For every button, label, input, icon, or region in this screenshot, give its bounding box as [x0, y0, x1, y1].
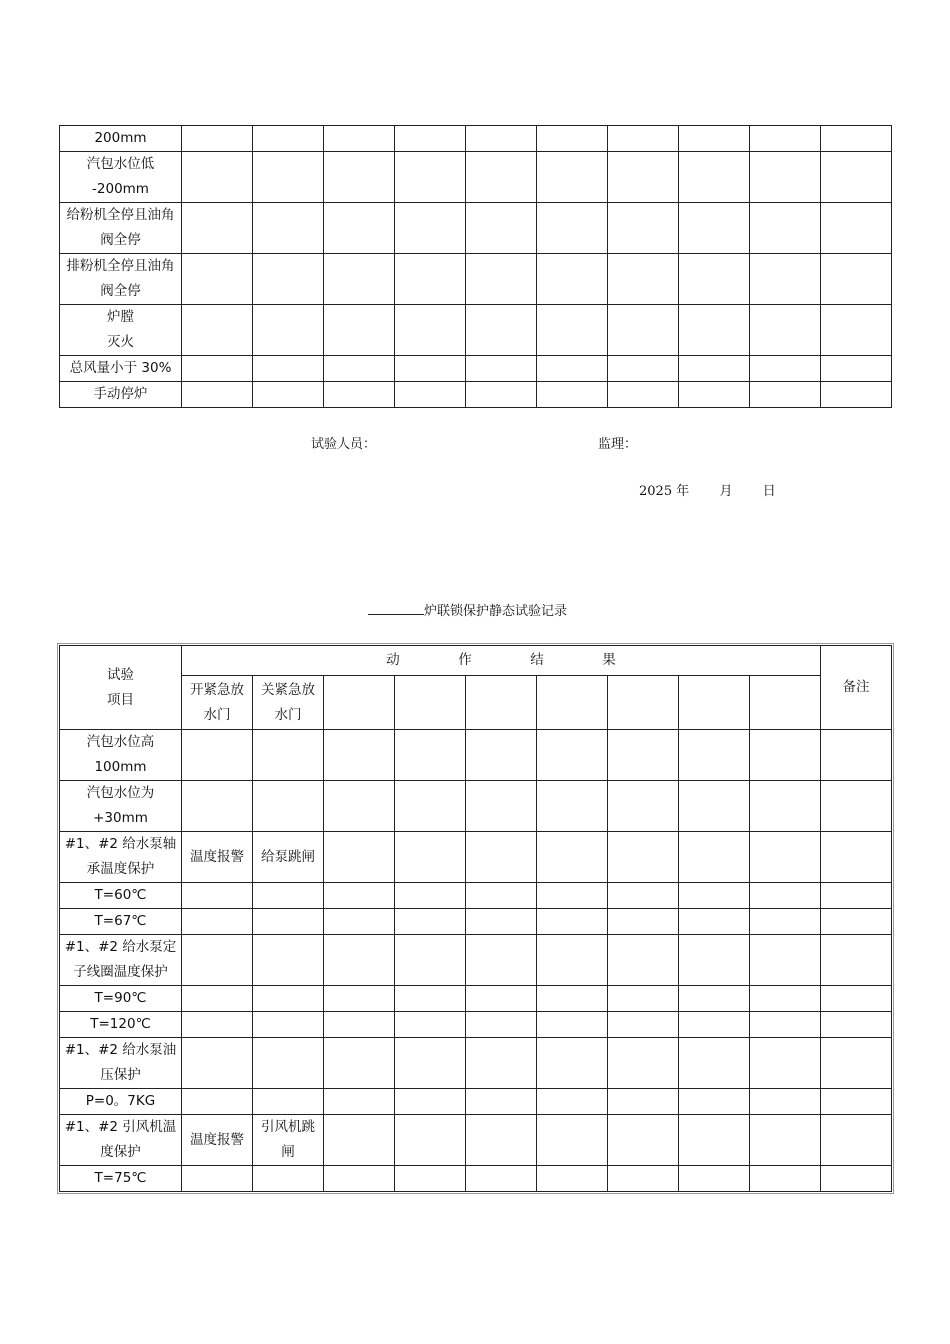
result-cell [537, 781, 608, 832]
result-cell [466, 305, 537, 356]
remarks-cell [821, 730, 892, 781]
result-cell [253, 356, 324, 382]
test-item-cell: #1、#2 给水泵轴 承温度保护 [60, 832, 182, 883]
result-cell [608, 356, 679, 382]
result-cell [466, 781, 537, 832]
test-item-cell: 汽包水位低 -200mm [60, 152, 182, 203]
result-cell [324, 986, 395, 1012]
result-cell [679, 1038, 750, 1089]
result-cell [750, 1166, 821, 1192]
tester-label: 试验人员： [311, 437, 377, 452]
result-cell [679, 1089, 750, 1115]
date-month: 月 [719, 484, 733, 499]
result-cell [608, 382, 679, 408]
remarks-cell [821, 781, 892, 832]
result-cell [750, 883, 821, 909]
result-cell [253, 305, 324, 356]
result-cell [679, 1115, 750, 1166]
result-cell [821, 305, 892, 356]
result-cell [679, 126, 750, 152]
result-cell [537, 730, 608, 781]
date-year: 2025 年 [639, 484, 690, 499]
result-cell [395, 356, 466, 382]
test-item-cell: 炉膛 灭火 [60, 305, 182, 356]
result-cell [537, 1038, 608, 1089]
result-cell [182, 1166, 253, 1192]
test-item-cell: #1、#2 给水泵定 子线圈温度保护 [60, 935, 182, 986]
result-cell [608, 730, 679, 781]
result-cell [182, 730, 253, 781]
result-cell [466, 1089, 537, 1115]
result-cell [182, 909, 253, 935]
remarks-cell [821, 883, 892, 909]
subheader-empty [750, 676, 821, 730]
subheader-open-drain: 开紧急放 水门 [182, 676, 253, 730]
result-cell [537, 832, 608, 883]
result-cell [537, 1012, 608, 1038]
table-row [60, 986, 892, 1012]
result-cell [537, 254, 608, 305]
result-cell [466, 1166, 537, 1192]
result-cell [182, 126, 253, 152]
result-cell [608, 986, 679, 1012]
table-row [60, 1166, 892, 1192]
result-cell: 引风机跳 闸 [253, 1115, 324, 1166]
result-cell [679, 1012, 750, 1038]
remarks-cell [821, 832, 892, 883]
result-cell [324, 781, 395, 832]
result-cell [182, 1038, 253, 1089]
result-cell [324, 1115, 395, 1166]
result-cell [537, 152, 608, 203]
result-cell [608, 1012, 679, 1038]
result-cell [537, 883, 608, 909]
test-item-cell: T=120℃ [60, 1012, 182, 1038]
result-cell [395, 203, 466, 254]
result-cell [608, 909, 679, 935]
table-row [60, 356, 892, 382]
result-cell [608, 126, 679, 152]
result-cell [750, 832, 821, 883]
result-cell [750, 382, 821, 408]
remarks-cell [821, 1115, 892, 1166]
record-title [368, 600, 567, 619]
result-cell [750, 305, 821, 356]
subheader-empty [395, 676, 466, 730]
result-cell [679, 883, 750, 909]
subheader-close-drain: 关紧急放 水门 [253, 676, 324, 730]
static-test-record-table [59, 645, 892, 1192]
result-cell: 温度报警 [182, 832, 253, 883]
result-cell [182, 254, 253, 305]
result-cell [466, 935, 537, 986]
table-row [60, 832, 892, 883]
result-cell [395, 986, 466, 1012]
result-cell [466, 1115, 537, 1166]
remarks-header: 备注 [821, 646, 892, 730]
result-cell [253, 935, 324, 986]
result-cell [608, 935, 679, 986]
result-cell [466, 203, 537, 254]
table-row [60, 254, 892, 305]
result-cell [608, 832, 679, 883]
result-cell [821, 126, 892, 152]
result-cell [750, 126, 821, 152]
test-item-cell: 汽包水位高 100mm [60, 730, 182, 781]
result-cell [537, 203, 608, 254]
result-cell [750, 781, 821, 832]
result-cell [537, 126, 608, 152]
result-cell [537, 1166, 608, 1192]
result-cell [679, 781, 750, 832]
result-cell [395, 152, 466, 203]
result-cell [253, 1166, 324, 1192]
result-cell [324, 254, 395, 305]
result-cell [679, 935, 750, 986]
result-cell [395, 909, 466, 935]
result-cell [821, 203, 892, 254]
table-row [60, 1012, 892, 1038]
result-cell [608, 254, 679, 305]
result-cell [750, 1038, 821, 1089]
subheader-empty [466, 676, 537, 730]
result-cell [324, 909, 395, 935]
record-title-text: 炉联锁保护静态试验记录 [424, 604, 568, 619]
result-cell [182, 781, 253, 832]
result-cell [679, 152, 750, 203]
remarks-cell [821, 1089, 892, 1115]
result-cell [679, 730, 750, 781]
result-cell [324, 356, 395, 382]
result-cell [395, 126, 466, 152]
table-row [60, 152, 892, 203]
result-cell [324, 1012, 395, 1038]
table-row [60, 1115, 892, 1166]
test-item-cell: 200mm [60, 126, 182, 152]
result-cell [608, 203, 679, 254]
result-cell [466, 254, 537, 305]
result-cell [182, 382, 253, 408]
date-day: 日 [762, 484, 776, 499]
result-cell [750, 356, 821, 382]
table-row [60, 935, 892, 986]
result-cell [324, 1166, 395, 1192]
result-cell [324, 935, 395, 986]
result-cell [253, 382, 324, 408]
result-cell [253, 1038, 324, 1089]
result-cell [466, 1038, 537, 1089]
table-row [60, 1089, 892, 1115]
result-cell [750, 730, 821, 781]
table-row [60, 909, 892, 935]
result-cell [253, 1012, 324, 1038]
result-cell [608, 152, 679, 203]
result-cell [395, 1012, 466, 1038]
result-cell [324, 126, 395, 152]
result-cell [253, 1089, 324, 1115]
result-cell [395, 1115, 466, 1166]
result-cell: 温度报警 [182, 1115, 253, 1166]
result-cell [466, 356, 537, 382]
table-row [60, 883, 892, 909]
result-cell [608, 1038, 679, 1089]
result-cell [608, 883, 679, 909]
result-cell [395, 935, 466, 986]
result-cell [537, 382, 608, 408]
result-cell [253, 152, 324, 203]
result-cell [253, 986, 324, 1012]
title-blank-line [368, 602, 424, 615]
supervisor-label: 监理： [598, 437, 638, 452]
result-cell [466, 909, 537, 935]
table1-body [60, 126, 892, 408]
result-cell [395, 305, 466, 356]
result-cell [679, 832, 750, 883]
result-cell [253, 730, 324, 781]
subheader-empty [324, 676, 395, 730]
result-cell [679, 203, 750, 254]
result-cell [537, 305, 608, 356]
result-cell [679, 382, 750, 408]
result-cell [395, 1166, 466, 1192]
result-cell [182, 356, 253, 382]
result-cell [608, 305, 679, 356]
result-cell: 给泵跳闸 [253, 832, 324, 883]
result-cell [821, 254, 892, 305]
test-item-cell: T=75℃ [60, 1166, 182, 1192]
result-cell [750, 1115, 821, 1166]
test-item-cell: 给粉机全停且油角 阀全停 [60, 203, 182, 254]
result-cell [537, 986, 608, 1012]
result-cell [466, 832, 537, 883]
test-item-cell: 汽包水位为 +30mm [60, 781, 182, 832]
test-item-cell: 手动停炉 [60, 382, 182, 408]
table-row [60, 305, 892, 356]
result-cell [608, 1089, 679, 1115]
result-cell [750, 254, 821, 305]
result-cell [182, 935, 253, 986]
result-cell [679, 909, 750, 935]
result-cell [608, 1166, 679, 1192]
result-cell [395, 883, 466, 909]
result-cell [324, 1089, 395, 1115]
result-cell [253, 126, 324, 152]
remarks-cell [821, 935, 892, 986]
result-cell [821, 382, 892, 408]
result-cell [324, 382, 395, 408]
result-cell [395, 382, 466, 408]
result-cell [679, 305, 750, 356]
result-cell [466, 126, 537, 152]
result-cell [750, 1089, 821, 1115]
test-item-cell: T=67℃ [60, 909, 182, 935]
result-cell [537, 1089, 608, 1115]
result-cell [182, 1089, 253, 1115]
result-cell [253, 203, 324, 254]
subheader-empty [679, 676, 750, 730]
result-cell [608, 781, 679, 832]
result-cell [537, 935, 608, 986]
result-cell [537, 1115, 608, 1166]
result-cell [324, 203, 395, 254]
item-header: 试验 项目 [60, 646, 182, 730]
result-cell [324, 883, 395, 909]
result-cell [679, 986, 750, 1012]
result-cell [324, 1038, 395, 1089]
remarks-cell [821, 1166, 892, 1192]
result-cell [466, 1012, 537, 1038]
result-cell [395, 781, 466, 832]
result-cell [182, 1012, 253, 1038]
result-cell [679, 356, 750, 382]
result-cell [395, 254, 466, 305]
result-cell [537, 356, 608, 382]
result-cell [253, 883, 324, 909]
table-row [60, 203, 892, 254]
table-row [60, 1038, 892, 1089]
test-item-cell: 总风量小于 30% [60, 356, 182, 382]
result-cell [466, 382, 537, 408]
result-cell [679, 1166, 750, 1192]
test-item-cell: T=60℃ [60, 883, 182, 909]
result-cell [750, 152, 821, 203]
table-row [60, 781, 892, 832]
result-cell [182, 305, 253, 356]
interlock-table-continued [59, 125, 892, 408]
result-cell [395, 832, 466, 883]
result-cell [324, 832, 395, 883]
result-cell [324, 730, 395, 781]
result-cell [182, 883, 253, 909]
date-line [639, 480, 776, 499]
subheader-empty [608, 676, 679, 730]
result-cell [679, 254, 750, 305]
remarks-cell [821, 986, 892, 1012]
test-item-cell: 排粉机全停且油角 阀全停 [60, 254, 182, 305]
result-cell [395, 1038, 466, 1089]
remarks-cell [821, 1038, 892, 1089]
results-header: 动 作 结 果 [182, 646, 821, 676]
result-cell [182, 986, 253, 1012]
result-cell [466, 152, 537, 203]
result-cell [253, 781, 324, 832]
table2-body [60, 730, 892, 1192]
result-cell [750, 203, 821, 254]
result-cell [821, 356, 892, 382]
result-cell [608, 1115, 679, 1166]
result-cell [324, 305, 395, 356]
result-cell [537, 909, 608, 935]
result-cell [182, 203, 253, 254]
subheader-empty [537, 676, 608, 730]
remarks-cell [821, 909, 892, 935]
result-cell [750, 935, 821, 986]
result-cell [253, 909, 324, 935]
table-row [60, 730, 892, 781]
test-item-cell: T=90℃ [60, 986, 182, 1012]
result-cell [395, 730, 466, 781]
result-cell [395, 1089, 466, 1115]
table-row [60, 382, 892, 408]
result-cell [182, 152, 253, 203]
result-cell [324, 152, 395, 203]
result-cell [821, 152, 892, 203]
test-item-cell: #1、#2 引风机温 度保护 [60, 1115, 182, 1166]
test-item-cell: P=0。7KG [60, 1089, 182, 1115]
result-cell [750, 986, 821, 1012]
result-cell [466, 883, 537, 909]
test-item-cell: #1、#2 给水泵油 压保护 [60, 1038, 182, 1089]
result-cell [750, 1012, 821, 1038]
result-cell [750, 909, 821, 935]
table-row [60, 126, 892, 152]
result-cell [466, 986, 537, 1012]
result-cell [466, 730, 537, 781]
remarks-cell [821, 1012, 892, 1038]
result-cell [253, 254, 324, 305]
